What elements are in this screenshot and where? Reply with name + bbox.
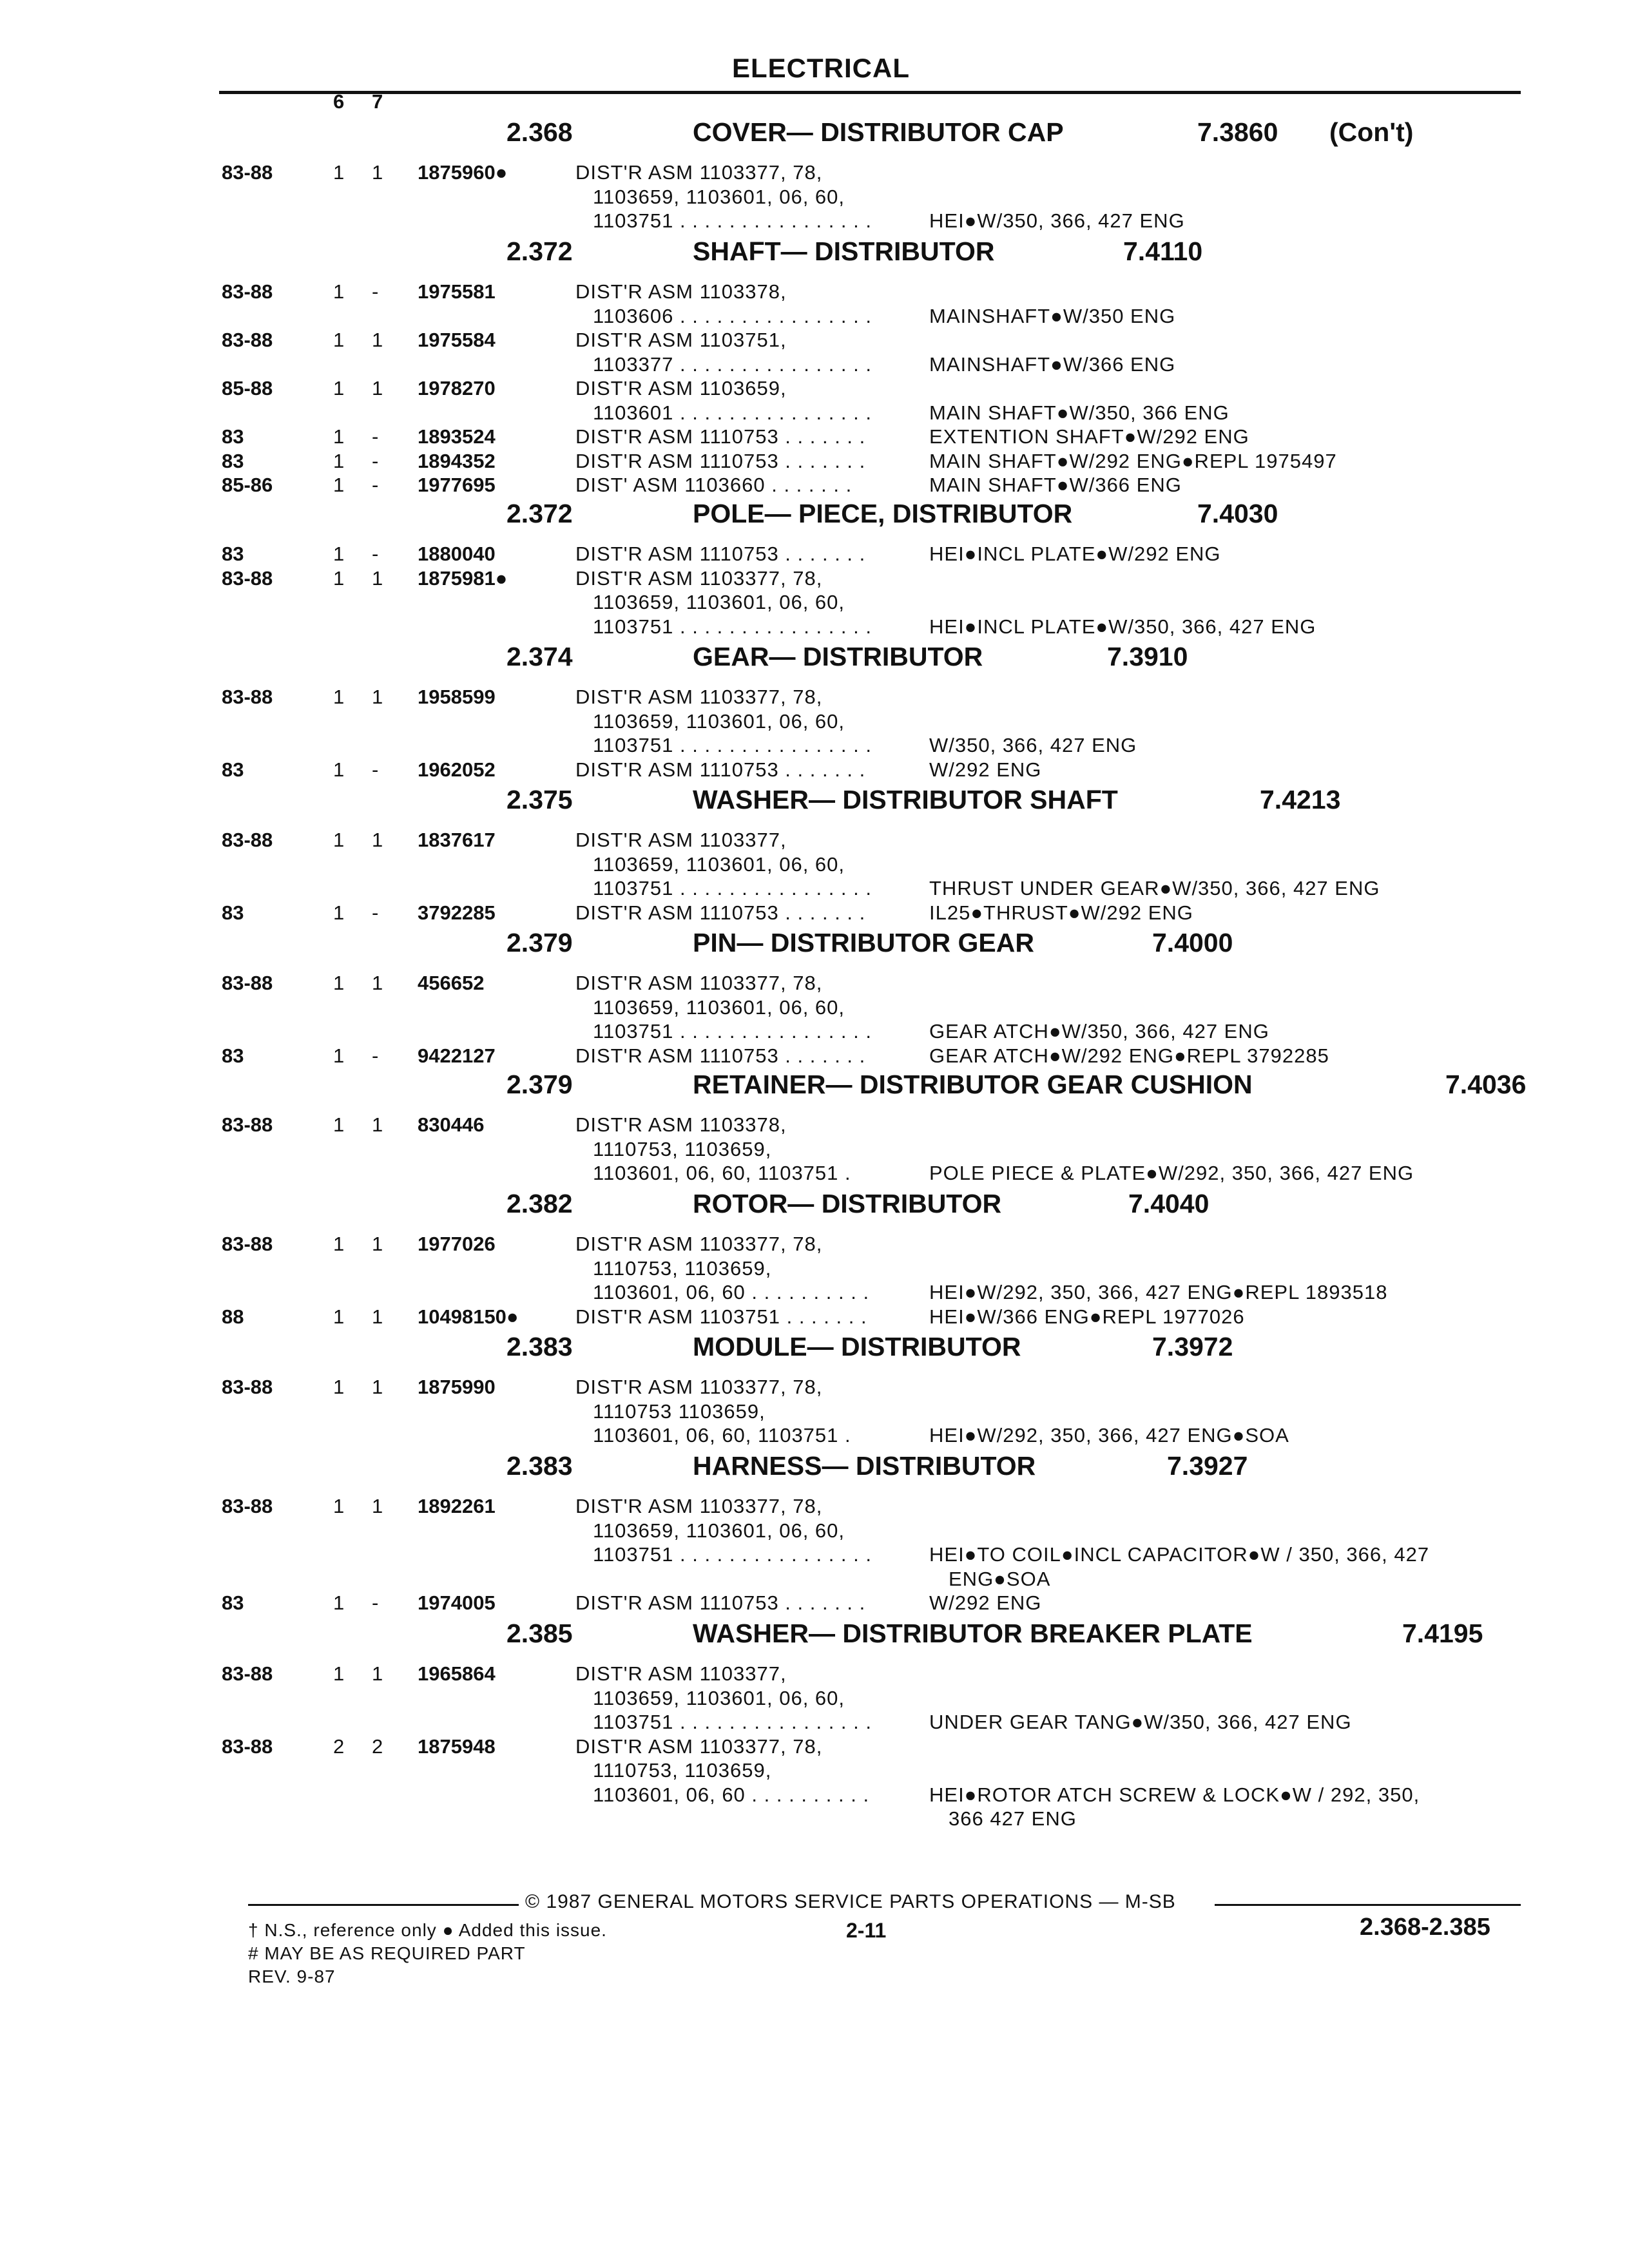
usage-note: MAIN SHAFT●W/366 ENG — [929, 474, 1182, 496]
part-row — [0, 1376, 1629, 1400]
assembly-description: DIST'R ASM 1103377, 78, — [575, 161, 823, 184]
usage-note: W/292 ENG — [929, 1591, 1042, 1614]
part-row — [0, 567, 1629, 591]
qty-col-6: 1 — [333, 758, 345, 781]
part-number: 10498150● — [418, 1305, 519, 1328]
section-name: SHAFT— DISTRIBUTOR — [693, 236, 995, 266]
assembly-description: 1103601, 06, 60 . . . . . . . . . . — [593, 1783, 870, 1806]
part-number: 1965864 — [418, 1662, 496, 1685]
part-row — [0, 425, 1629, 450]
assembly-description: 1103751 . . . . . . . . . . . . . . . . — [593, 877, 872, 899]
part-row-continued — [0, 1807, 1629, 1832]
part-number: 1977026 — [418, 1233, 496, 1255]
qty-col-6: 1 — [333, 686, 345, 708]
part-number: 1975581 — [418, 280, 496, 303]
part-row — [0, 377, 1629, 401]
part-row — [0, 474, 1629, 498]
qty-col-7: 1 — [372, 972, 383, 994]
part-row-continued — [0, 1519, 1629, 1544]
qty-col-6: 1 — [333, 566, 345, 590]
part-number: 1880040 — [418, 543, 496, 565]
usage-note: ENG●SOA — [949, 1567, 1051, 1590]
part-number: 456652 — [418, 972, 485, 994]
qty-col-6: 2 — [333, 1735, 345, 1758]
model-years: 83-88 — [222, 1376, 273, 1398]
qty-col-6: 1 — [333, 449, 345, 472]
usage-note: POLE PIECE & PLATE●W/292, 350, 366, 427 ENG — [929, 1162, 1414, 1184]
part-number: 1978270 — [418, 377, 496, 399]
part-number: 1975584 — [418, 329, 496, 351]
part-row-continued — [0, 1783, 1629, 1808]
qty-col-7: 1 — [372, 1495, 383, 1517]
part-row-continued — [0, 615, 1629, 640]
usage-note: MAIN SHAFT●W/292 ENG●REPL 1975497 — [929, 449, 1337, 472]
model-years: 83 — [222, 425, 244, 448]
part-row-continued — [0, 1711, 1629, 1735]
section-code: 7.3860 — [1197, 117, 1278, 147]
qty-col-6: 1 — [333, 474, 345, 496]
part-row-continued — [0, 591, 1629, 615]
qty-col-7: 1 — [372, 161, 383, 184]
assembly-description: DIST'R ASM 1110753 . . . . . . . — [575, 425, 866, 448]
model-years: 83-88 — [222, 1113, 273, 1136]
part-row — [0, 972, 1629, 996]
section-code: 7.4110 — [1123, 236, 1203, 266]
model-years: 83-88 — [222, 1495, 273, 1517]
footer-section-range: 2.368-2.385 — [1360, 1914, 1490, 1941]
section-number: 2.375 — [506, 785, 573, 814]
qty-col-6: 1 — [333, 1044, 345, 1067]
footer-legend-2: # MAY BE AS REQUIRED PART — [248, 1943, 526, 1963]
qty-col-7: 1 — [372, 686, 383, 708]
part-number: 1894352 — [418, 449, 496, 472]
usage-note: HEI●W/366 ENG●REPL 1977026 — [929, 1305, 1245, 1328]
qty-col-6: 1 — [333, 829, 345, 851]
qty-col-7: - — [372, 1044, 379, 1067]
usage-note: HEI●W/292, 350, 366, 427 ENG●REPL 1893518 — [929, 1281, 1388, 1303]
section-heading — [0, 785, 1629, 821]
assembly-description: DIST'R ASM 1103378, — [575, 1113, 787, 1136]
usage-note: W/350, 366, 427 ENG — [929, 734, 1137, 756]
assembly-description: 1103751 . . . . . . . . . . . . . . . . — [593, 1543, 872, 1566]
qty-col-6: 1 — [333, 425, 345, 448]
part-row — [0, 686, 1629, 710]
assembly-description: 1103601, 06, 60 . . . . . . . . . . — [593, 1281, 870, 1303]
part-row-continued — [0, 1400, 1629, 1425]
model-years: 83-88 — [222, 686, 273, 708]
assembly-description: 1103606 . . . . . . . . . . . . . . . . — [593, 304, 872, 327]
section-name: ROTOR— DISTRIBUTOR — [693, 1189, 1002, 1218]
section-heading — [0, 1619, 1629, 1655]
part-number: 1875960● — [418, 161, 508, 184]
section-heading — [0, 1189, 1629, 1225]
assembly-description: 1103659, 1103601, 06, 60, — [593, 709, 845, 733]
assembly-description: DIST'R ASM 1110753 . . . . . . . — [575, 901, 866, 924]
part-number: 1875990 — [418, 1376, 496, 1398]
assembly-description: 1103751 . . . . . . . . . . . . . . . . — [593, 734, 872, 756]
part-row-continued — [0, 1020, 1629, 1044]
part-row-continued — [0, 305, 1629, 329]
usage-note: HEI●TO COIL●INCL CAPACITOR●W / 350, 366, 427 — [929, 1543, 1430, 1566]
part-number: 830446 — [418, 1113, 485, 1136]
qty-col-7: 1 — [372, 329, 383, 351]
part-row — [0, 1305, 1629, 1330]
qty-col-6: 1 — [333, 1662, 345, 1685]
usage-note: HEI●INCL PLATE●W/350, 366, 427 ENG — [929, 615, 1316, 638]
assembly-description: 1103659, 1103601, 06, 60, — [593, 591, 845, 613]
section-name: COVER— DISTRIBUTOR CAP — [693, 117, 1064, 147]
usage-note: MAINSHAFT●W/366 ENG — [929, 352, 1176, 376]
part-number: 3792285 — [418, 901, 496, 924]
part-number: 1875948 — [418, 1735, 496, 1758]
footer-page-number: 2-11 — [846, 1919, 887, 1942]
assembly-description: DIST'R ASM 1103659, — [575, 377, 787, 399]
usage-note: HEI●W/350, 366, 427 ENG — [929, 209, 1185, 232]
model-years: 83 — [222, 901, 244, 924]
part-number: 1977695 — [418, 474, 496, 496]
part-row — [0, 1495, 1629, 1519]
section-code: 7.3972 — [1152, 1332, 1233, 1361]
part-number: 1837617 — [418, 829, 496, 851]
qty-col-7: 1 — [372, 1113, 383, 1136]
qty-col-6: 1 — [333, 1376, 345, 1398]
section-heading — [0, 642, 1629, 678]
qty-col-6: 1 — [333, 543, 345, 565]
part-row — [0, 161, 1629, 186]
part-row-continued — [0, 1138, 1629, 1162]
qty-col-7: 1 — [372, 1233, 383, 1255]
footer-legend-1: † N.S., reference only ● Added this issue. — [248, 1920, 607, 1940]
model-years: 88 — [222, 1305, 244, 1328]
part-row — [0, 450, 1629, 474]
qty-col-7: - — [372, 901, 379, 924]
model-years: 83-88 — [222, 1735, 273, 1758]
assembly-description: 1103751 . . . . . . . . . . . . . . . . — [593, 1711, 872, 1733]
model-years: 83 — [222, 758, 244, 781]
part-row-continued — [0, 1162, 1629, 1186]
section-number: 2.372 — [506, 236, 573, 266]
part-number: 1958599 — [418, 686, 496, 708]
assembly-description: DIST'R ASM 1110753 . . . . . . . — [575, 758, 866, 781]
section-name: HARNESS— DISTRIBUTOR — [693, 1451, 1036, 1481]
section-number: 2.379 — [506, 928, 573, 957]
part-row-continued — [0, 1257, 1629, 1282]
part-number: 9422127 — [418, 1044, 496, 1067]
assembly-description: 1103751 . . . . . . . . . . . . . . . . — [593, 209, 872, 232]
section-heading — [0, 1451, 1629, 1487]
part-row-continued — [0, 734, 1629, 758]
assembly-description: DIST'R ASM 1110753 . . . . . . . — [575, 543, 866, 565]
part-row — [0, 543, 1629, 567]
assembly-description: 1103601, 06, 60, 1103751 . — [593, 1424, 851, 1446]
assembly-description: DIST'R ASM 1110753 . . . . . . . — [575, 449, 866, 472]
usage-note: THRUST UNDER GEAR●W/350, 366, 427 ENG — [929, 877, 1380, 899]
qty-col-6: 1 — [333, 377, 345, 399]
section-name: RETAINER— DISTRIBUTOR GEAR CUSHION — [693, 1070, 1253, 1099]
section-code: 7.4030 — [1197, 499, 1278, 528]
section-name: PIN— DISTRIBUTOR GEAR — [693, 928, 1034, 957]
section-code: 7.4213 — [1260, 785, 1341, 814]
part-row — [0, 829, 1629, 853]
assembly-description: DIST'R ASM 1103377, — [575, 829, 787, 851]
qty-col-7: 1 — [372, 566, 383, 590]
qty-col-7: 1 — [372, 377, 383, 399]
section-code: 7.3927 — [1167, 1451, 1248, 1481]
section-name: GEAR— DISTRIBUTOR — [693, 642, 983, 671]
model-years: 83-88 — [222, 566, 273, 590]
part-row — [0, 758, 1629, 783]
assembly-description: DIST' ASM 1103660 . . . . . . . — [575, 474, 853, 496]
assembly-description: 1103751 . . . . . . . . . . . . . . . . — [593, 1020, 872, 1043]
assembly-description: 1103601, 06, 60, 1103751 . — [593, 1162, 851, 1184]
model-years: 83-88 — [222, 1662, 273, 1685]
assembly-description: DIST'R ASM 1103377, 78, — [575, 686, 823, 708]
section-number: 2.383 — [506, 1332, 573, 1361]
section-number: 2.374 — [506, 642, 573, 671]
part-row — [0, 329, 1629, 353]
part-number: 1974005 — [418, 1591, 496, 1614]
assembly-description: DIST'R ASM 1110753 . . . . . . . — [575, 1591, 866, 1614]
section-code: 7.4000 — [1152, 928, 1233, 957]
assembly-description: 1110753, 1103659, — [593, 1759, 772, 1782]
model-years: 83 — [222, 1044, 244, 1067]
qty-col-7: 1 — [372, 1662, 383, 1685]
model-years: 83-88 — [222, 280, 273, 303]
section-number: 2.385 — [506, 1619, 573, 1648]
section-code: 7.4195 — [1402, 1619, 1483, 1648]
footer-rule-left — [248, 1904, 519, 1906]
part-row-continued — [0, 353, 1629, 378]
part-number: 1893524 — [418, 425, 496, 448]
part-row-continued — [0, 1568, 1629, 1592]
part-row — [0, 1233, 1629, 1257]
assembly-description: DIST'R ASM 1110753 . . . . . . . — [575, 1044, 866, 1067]
assembly-description: DIST'R ASM 1103377, 78, — [575, 1735, 823, 1758]
model-years: 83-88 — [222, 161, 273, 184]
assembly-description: 1103659, 1103601, 06, 60, — [593, 852, 845, 876]
assembly-description: DIST'R ASM 1103751 . . . . . . . — [575, 1305, 867, 1328]
assembly-description: DIST'R ASM 1103377, 78, — [575, 1376, 823, 1398]
section-continued: (Con't) — [1329, 117, 1414, 147]
section-name: WASHER— DISTRIBUTOR SHAFT — [693, 785, 1118, 814]
qty-col-6: 1 — [333, 161, 345, 184]
part-row-continued — [0, 877, 1629, 901]
qty-col-7: 1 — [372, 1376, 383, 1398]
section-number: 2.383 — [506, 1451, 573, 1481]
usage-note: 366 427 ENG — [949, 1807, 1077, 1830]
part-row — [0, 901, 1629, 926]
page-title: ELECTRICAL — [732, 53, 910, 83]
qty-col-6: 1 — [333, 280, 345, 303]
part-row-continued — [0, 1543, 1629, 1568]
part-row — [0, 1735, 1629, 1760]
qty-col-7: - — [372, 280, 379, 303]
section-code: 7.4036 — [1445, 1070, 1527, 1099]
section-name: MODULE— DISTRIBUTOR — [693, 1332, 1021, 1361]
usage-note: HEI●W/292, 350, 366, 427 ENG●SOA — [929, 1424, 1289, 1446]
part-number: 1962052 — [418, 758, 496, 781]
qty-col-7: - — [372, 425, 379, 448]
section-number: 2.382 — [506, 1189, 573, 1218]
assembly-description: 1103751 . . . . . . . . . . . . . . . . — [593, 615, 872, 638]
usage-note: HEI●ROTOR ATCH SCREW & LOCK●W / 292, 350, — [929, 1783, 1420, 1806]
model-years: 83-88 — [222, 829, 273, 851]
part-row-continued — [0, 996, 1629, 1021]
usage-note: MAINSHAFT●W/350 ENG — [929, 304, 1176, 327]
assembly-description: DIST'R ASM 1103377, 78, — [575, 566, 823, 590]
part-row-continued — [0, 1424, 1629, 1448]
column-header-7: 7 — [372, 90, 383, 113]
part-row-continued — [0, 209, 1629, 234]
assembly-description: 1103601 . . . . . . . . . . . . . . . . — [593, 401, 872, 424]
part-row — [0, 280, 1629, 305]
usage-note: EXTENTION SHAFT●W/292 ENG — [929, 425, 1249, 448]
model-years: 85-88 — [222, 377, 273, 399]
section-number: 2.379 — [506, 1070, 573, 1099]
qty-col-6: 1 — [333, 1233, 345, 1255]
model-years: 83 — [222, 449, 244, 472]
section-name: WASHER— DISTRIBUTOR BREAKER PLATE — [693, 1619, 1253, 1648]
assembly-description: DIST'R ASM 1103377, 78, — [575, 1233, 823, 1255]
assembly-description: DIST'R ASM 1103378, — [575, 280, 787, 303]
qty-col-6: 1 — [333, 329, 345, 351]
part-row-continued — [0, 1687, 1629, 1711]
part-row — [0, 1044, 1629, 1069]
section-name: POLE— PIECE, DISTRIBUTOR — [693, 499, 1073, 528]
assembly-description: 1110753, 1103659, — [593, 1137, 772, 1160]
qty-col-7: - — [372, 758, 379, 781]
model-years: 83 — [222, 1591, 244, 1614]
footer-rule-right — [1215, 1904, 1521, 1906]
part-row — [0, 1591, 1629, 1616]
model-years: 83-88 — [222, 329, 273, 351]
section-code: 7.4040 — [1128, 1189, 1210, 1218]
column-header-6: 6 — [333, 90, 345, 113]
section-code: 7.3910 — [1107, 642, 1188, 671]
section-heading — [0, 117, 1629, 153]
section-number: 2.368 — [506, 117, 573, 147]
assembly-description: 1103659, 1103601, 06, 60, — [593, 1519, 845, 1542]
header-rule — [219, 91, 1521, 94]
model-years: 83-88 — [222, 1233, 273, 1255]
assembly-description: DIST'R ASM 1103377, — [575, 1662, 787, 1685]
assembly-description: DIST'R ASM 1103377, 78, — [575, 972, 823, 994]
qty-col-7: - — [372, 543, 379, 565]
part-row-continued — [0, 710, 1629, 735]
usage-note: GEAR ATCH●W/350, 366, 427 ENG — [929, 1020, 1269, 1043]
qty-col-7: 1 — [372, 1305, 383, 1328]
qty-col-7: - — [372, 474, 379, 496]
qty-col-6: 1 — [333, 1495, 345, 1517]
section-heading — [0, 499, 1629, 535]
qty-col-7: 2 — [372, 1735, 383, 1758]
assembly-description: 1103659, 1103601, 06, 60, — [593, 995, 845, 1019]
qty-col-7: - — [372, 1591, 379, 1614]
model-years: 83-88 — [222, 972, 273, 994]
model-years: 83 — [222, 543, 244, 565]
part-row-continued — [0, 186, 1629, 210]
part-row-continued — [0, 1759, 1629, 1783]
assembly-description: 1110753 1103659, — [593, 1399, 766, 1423]
usage-note: MAIN SHAFT●W/350, 366 ENG — [929, 401, 1229, 424]
qty-col-6: 1 — [333, 972, 345, 994]
footer-copyright: © 1987 GENERAL MOTORS SERVICE PARTS OPERATIONS — M-SB — [525, 1891, 1176, 1912]
part-row — [0, 1113, 1629, 1138]
assembly-description: DIST'R ASM 1103751, — [575, 329, 787, 351]
part-number: 1875981● — [418, 566, 508, 590]
part-number: 1892261 — [418, 1495, 496, 1517]
qty-col-6: 1 — [333, 1591, 345, 1614]
model-years: 85-86 — [222, 474, 273, 496]
qty-col-7: 1 — [372, 829, 383, 851]
footer-revision: REV. 9-87 — [248, 1966, 336, 1986]
part-row-continued — [0, 401, 1629, 426]
qty-col-6: 1 — [333, 901, 345, 924]
usage-note: W/292 ENG — [929, 758, 1042, 781]
section-heading — [0, 236, 1629, 273]
section-number: 2.372 — [506, 499, 573, 528]
section-heading — [0, 1070, 1629, 1106]
usage-note: GEAR ATCH●W/292 ENG●REPL 3792285 — [929, 1044, 1329, 1067]
assembly-description: 1103377 . . . . . . . . . . . . . . . . — [593, 352, 872, 376]
qty-col-6: 1 — [333, 1113, 345, 1136]
usage-note: UNDER GEAR TANG●W/350, 366, 427 ENG — [929, 1711, 1352, 1733]
assembly-description: 1110753, 1103659, — [593, 1256, 772, 1280]
usage-note: IL25●THRUST●W/292 ENG — [929, 901, 1193, 924]
assembly-description: 1103659, 1103601, 06, 60, — [593, 185, 845, 208]
part-row — [0, 1662, 1629, 1687]
usage-note: HEI●INCL PLATE●W/292 ENG — [929, 543, 1221, 565]
section-heading — [0, 1332, 1629, 1368]
part-row-continued — [0, 1281, 1629, 1305]
assembly-description: DIST'R ASM 1103377, 78, — [575, 1495, 823, 1517]
qty-col-7: - — [372, 449, 379, 472]
section-heading — [0, 928, 1629, 964]
part-row-continued — [0, 853, 1629, 878]
qty-col-6: 1 — [333, 1305, 345, 1328]
assembly-description: 1103659, 1103601, 06, 60, — [593, 1686, 845, 1709]
